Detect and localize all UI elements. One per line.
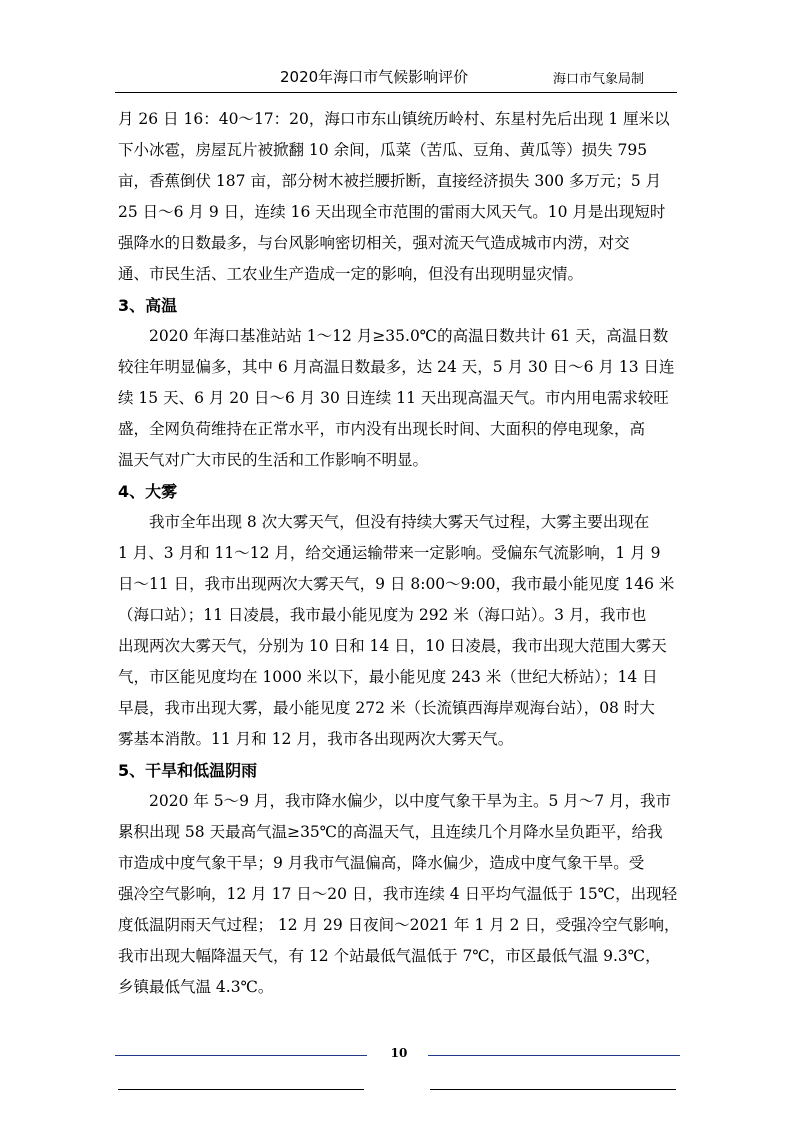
text-line: 温天气对广大市民的生活和工作影响不明显。 (118, 451, 429, 469)
page-number: 10 (390, 1046, 408, 1060)
text-line: 月 26 日 16：40～17：20，海口市东山镇统历岭村、东星村先后出现 1 厘米以 (118, 110, 670, 128)
document-body (118, 104, 680, 1003)
text-line: 早晨，我市出现大雾，最小能见度 272 米（长流镇西海岸观海台站），08 时大 (118, 699, 655, 717)
text-line: 出现两次大雾天气，分别为 10 日和 14 日，10 日凌晨，我市出现大范围大雾天 (118, 637, 667, 655)
section-drought-cold-rain (118, 755, 680, 1003)
footer-rule-bottom-left (118, 1089, 364, 1090)
text-line: 度低温阴雨天气过程； 12 月 29 日夜间～2021 年 1 月 2 日，受强冷空气影响， (118, 916, 680, 934)
section-heading: 5、干旱和低温阴雨 (118, 761, 258, 780)
header-title: 2020年海口市气候影响评价 (280, 68, 469, 86)
text-line: 2020 年 5～9 月，我市降水偏少，以中度气象干旱为主。5 月～7 月，我市 (149, 792, 672, 810)
text-line: 强降水的日数最多，与台风影响密切相关，强对流天气造成城市内涝，对交 (118, 234, 630, 252)
text-line: 市造成中度气象干旱；9 月我市气温偏高，降水偏少，造成中度气象干旱。受 (118, 854, 645, 872)
section-heading: 3、高温 (118, 296, 178, 315)
text-line: 2020 年海口基准站站 1～12 月≥35.0℃的高温日数共计 61 天，高温日数 (149, 327, 669, 345)
text-line: 1 月、3 月和 11～12 月，给交通运输带来一定影响。受偏东气流影响，1 月 9 (118, 544, 661, 562)
text-line: 盛，全网负荷维持在正常水平，市内没有出现长时间、大面积的停电现象，高 (118, 420, 646, 438)
page-header (115, 62, 677, 93)
footer-rule-left (115, 1055, 367, 1056)
section-high-temperature (118, 290, 674, 476)
text-line: 强冷空气影响，12 月 17 日～20 日，我市连续 4 日平均气温低于 15℃，出现轻 (118, 885, 678, 903)
section-heading: 4、大雾 (118, 482, 178, 501)
footer-rule-bottom-right (430, 1089, 676, 1090)
section-fog (118, 476, 674, 755)
text-line: 下小冰雹，房屋瓦片被掀翻 10 余间，瓜菜（苦瓜、豆角、黄瓜等）损失 795 (118, 141, 648, 159)
header-org: 海口市气象局制 (553, 72, 645, 87)
text-line: 我市出现大幅降温天气，有 12 个站最低气温低于 7℃，市区最低气温 9.3℃， (118, 947, 661, 965)
text-line: 亩，香蕉倒伏 187 亩，部分树木被拦腰折断，直接经济损失 300 多万元；5 月 (118, 172, 662, 190)
text-line: 雾基本消散。11 月和 12 月，我市各出现两次大雾天气。 (118, 730, 514, 748)
text-line: 续 15 天、6 月 20 日～6 月 30 日连续 11 天出现高温天气。市内用电需求较旺 (118, 389, 669, 407)
text-line: 乡镇最低气温 4.3℃。 (118, 978, 274, 996)
text-line: 累积出现 58 天最高气温≥35℃的高温天气，且连续几个月降水呈负距平，给我 (118, 823, 663, 841)
text-line: 较往年明显偏多，其中 6 月高温日数最多，达 24 天，5 月 30 日～6 月 13 日连 (118, 358, 675, 376)
text-line: 25 日～6 月 9 日，连续 16 天出现全市范围的雷雨大风天气。10 月是出现短时 (118, 203, 666, 221)
text-line: 通、市民生活、工农业生产造成一定的影响，但没有出现明显灾情。 (118, 265, 584, 283)
footer-rule-right (428, 1055, 680, 1056)
text-line: （海口站）；11 日凌晨，我市最小能见度为 292 米（海口站）。3 月，我市也 (118, 606, 647, 624)
text-line: 我市全年出现 8 次大雾天气，但没有持续大雾天气过程，大雾主要出现在 (149, 513, 650, 531)
intro-paragraph (118, 104, 674, 290)
text-line: 气，市区能见度均在 1000 米以下，最小能见度 243 米（世纪大桥站）；14 日 (118, 668, 658, 686)
text-line: 日～11 日，我市出现两次大雾天气，9 日 8:00～9:00，我市最小能见度 146 米 (118, 575, 675, 593)
